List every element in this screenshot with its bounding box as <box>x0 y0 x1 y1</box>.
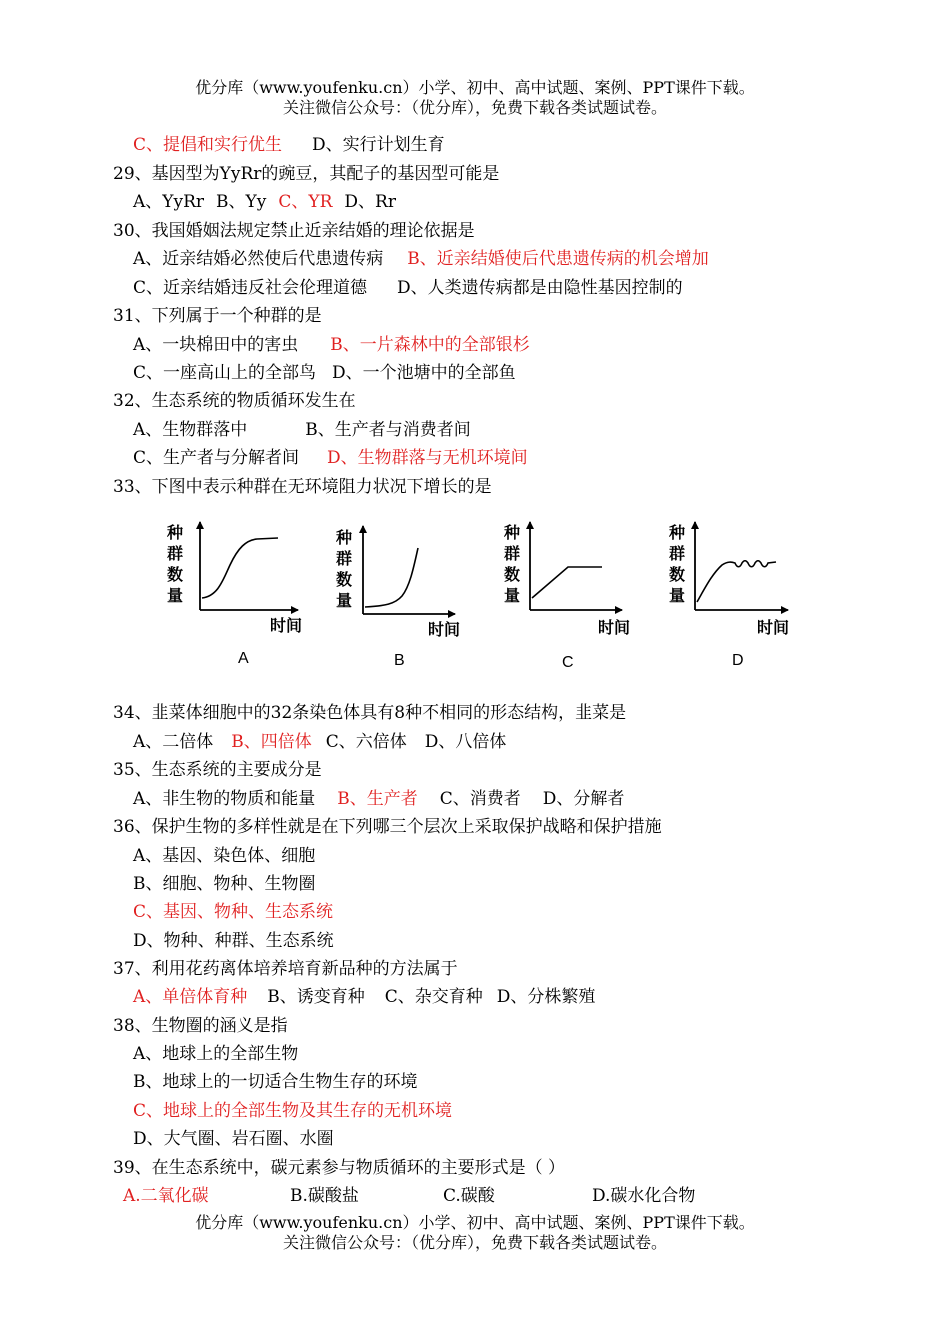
q32-options-row2 <box>133 447 528 469</box>
q38-option-d: D、大气圈、岩石圈、水圈 <box>133 1129 334 1149</box>
q28-option-d: D、实行计划生育 <box>312 135 445 155</box>
q32-option-c: C、生产者与分解者间 <box>133 448 300 468</box>
q31-option-b: B、一片森林中的全部银杉 <box>330 335 530 355</box>
q38-option-c: C、地球上的全部生物及其生存的无机环境 <box>133 1101 453 1121</box>
graph-c-curve <box>532 567 602 598</box>
q39-stem: 39、在生态系统中，碳元素参与物质循环的主要形式是（ ） <box>113 1158 566 1178</box>
q34-options-row <box>133 731 506 753</box>
q34-option-c: C、六倍体 <box>325 732 407 752</box>
q39-option-d: D.碳水化合物 <box>592 1186 696 1206</box>
graph-d-ylabel-1: 种 <box>668 523 686 542</box>
graph-b-curve <box>365 548 418 607</box>
q35-stem: 35、生态系统的主要成分是 <box>113 760 322 780</box>
q32-option-d: D、生物群落与无机环境间 <box>327 448 528 468</box>
q30-option-d: D、人类遗传病都是由隐性基因控制的 <box>397 278 683 298</box>
graph-b-ylabel-2: 群 <box>335 549 353 568</box>
q30-option-a: A、近亲结婚必然使后代患遗传病 <box>133 249 384 269</box>
q30-option-b: B、近亲结婚使后代患遗传病的机会增加 <box>407 249 709 269</box>
q36-option-b: B、细胞、物种、生物圈 <box>133 874 316 894</box>
graph-d-ylabel-2: 群 <box>668 544 686 563</box>
q32-option-a: A、生物群落中 <box>133 420 248 440</box>
graph-a-xlabel: 时间 <box>270 616 303 635</box>
q35-option-c: C、消费者 <box>439 789 521 809</box>
q34-option-d: D、八倍体 <box>424 732 507 752</box>
q35-option-d: D、分解者 <box>542 789 625 809</box>
q39-option-c: C.碳酸 <box>443 1186 495 1206</box>
graph-d-xlabel: 时间 <box>757 618 790 637</box>
q31-option-d: D、一个池塘中的全部鱼 <box>332 363 516 383</box>
q37-option-d: D、分株繁殖 <box>496 987 596 1007</box>
graph-b <box>335 526 460 639</box>
graph-b-ylabel-4: 量 <box>335 591 353 610</box>
graph-c-ylabel-2: 群 <box>503 544 521 563</box>
graph-d-curve <box>697 561 776 602</box>
graph-a-ylabel-3: 数 <box>166 565 184 584</box>
q30-options-row1 <box>133 248 709 270</box>
graph-c <box>503 522 630 637</box>
q28-option-c: C、提倡和实行优生 <box>133 135 283 155</box>
graph-a-caption: A <box>238 650 249 667</box>
q31-options-row1 <box>133 334 530 356</box>
q36-option-c: C、基因、物种、生态系统 <box>133 902 334 922</box>
q29-option-c: C、YR <box>278 192 333 212</box>
q39-option-b: B.碳酸盐 <box>290 1186 359 1206</box>
q31-option-a: A、一块棉田中的害虫 <box>133 335 299 355</box>
q30-stem: 30、我国婚姻法规定禁止近亲结婚的理论依据是 <box>113 221 475 241</box>
q32-options-row1 <box>133 419 471 441</box>
graph-d-ylabel-4: 量 <box>668 586 686 605</box>
graph-c-ylabel-1: 种 <box>503 523 521 542</box>
q28-options-row <box>133 134 445 156</box>
q34-stem: 34、韭菜体细胞中的32条染色体具有8种不相同的形态结构，韭菜是 <box>113 703 627 723</box>
q37-stem: 37、利用花药离体培养培育新品种的方法属于 <box>113 959 458 979</box>
q31-stem: 31、下列属于一个种群的是 <box>113 306 322 326</box>
q32-option-b: B、生产者与消费者间 <box>305 420 471 440</box>
q31-options-row2 <box>133 362 516 384</box>
q37-option-a: A、单倍体育种 <box>133 987 248 1007</box>
q30-option-c: C、近亲结婚违反社会伦理道德 <box>133 278 368 298</box>
q31-option-c: C、一座高山上的全部鸟 <box>133 363 317 383</box>
population-growth-graphs <box>150 510 810 680</box>
q39-option-a: A.二氧化碳 <box>123 1186 209 1206</box>
q36-stem: 36、保护生物的多样性就是在下列哪三个层次上采取保护战略和保护措施 <box>113 817 662 837</box>
q34-option-b: B、四倍体 <box>231 732 312 752</box>
q29-option-d: D、Rr <box>344 192 396 212</box>
q36-option-a: A、基因、染色体、细胞 <box>133 846 316 866</box>
q34-option-a: A、二倍体 <box>133 732 214 752</box>
q38-option-b: B、地球上的一切适合生物生存的环境 <box>133 1072 418 1092</box>
graph-d <box>668 522 789 637</box>
q35-options-row <box>133 788 624 810</box>
q38-stem: 38、生物圈的涵义是指 <box>113 1016 288 1036</box>
graph-a-ylabel-2: 群 <box>166 544 184 563</box>
graph-a-curve <box>202 538 278 598</box>
q29-option-a: A、YyRr <box>133 192 205 212</box>
q36-option-d: D、物种、种群、生态系统 <box>133 931 334 951</box>
graph-a-ylabel-1: 种 <box>166 523 184 542</box>
q32-stem: 32、生态系统的物质循环发生在 <box>113 391 356 411</box>
q35-option-a: A、非生物的物质和能量 <box>133 789 316 809</box>
graph-d-ylabel-3: 数 <box>668 565 686 584</box>
page-header-line1: 优分库（www.youfenku.cn）小学、初中、高中试题、案例、PPT课件下载。 <box>195 78 755 97</box>
graph-c-ylabel-4: 量 <box>503 586 521 605</box>
page-header-line2: 关注微信公众号：（优分库），免费下载各类试题试卷。 <box>282 98 667 117</box>
q37-options-row <box>133 986 595 1008</box>
graph-a <box>166 522 302 635</box>
q30-options-row2 <box>133 277 683 299</box>
graph-d-caption: D <box>732 652 744 669</box>
q38-option-a: A、地球上的全部生物 <box>133 1044 299 1064</box>
q35-option-b: B、生产者 <box>337 789 418 809</box>
graph-b-ylabel-1: 种 <box>335 528 353 547</box>
q29-stem: 29、基因型为YyRr的豌豆，其配子的基因型可能是 <box>113 164 500 184</box>
graph-c-caption: C <box>562 654 574 671</box>
q37-option-c: C、杂交育种 <box>384 987 483 1007</box>
graph-c-ylabel-3: 数 <box>503 565 521 584</box>
graph-b-caption: B <box>394 652 405 669</box>
page-footer-line2: 关注微信公众号：（优分库），免费下载各类试题试卷。 <box>282 1233 667 1252</box>
graph-b-ylabel-3: 数 <box>335 570 353 589</box>
q29-option-b: B、Yy <box>216 192 267 212</box>
page-footer-line1: 优分库（www.youfenku.cn）小学、初中、高中试题、案例、PPT课件下载。 <box>195 1213 755 1232</box>
graph-c-xlabel: 时间 <box>598 618 631 637</box>
q29-options-row <box>133 191 396 213</box>
q33-stem: 33、下图中表示种群在无环境阻力状况下增长的是 <box>113 477 492 497</box>
q37-option-b: B、诱变育种 <box>267 987 365 1007</box>
graph-a-ylabel-4: 量 <box>166 586 184 605</box>
graph-b-xlabel: 时间 <box>428 620 461 639</box>
